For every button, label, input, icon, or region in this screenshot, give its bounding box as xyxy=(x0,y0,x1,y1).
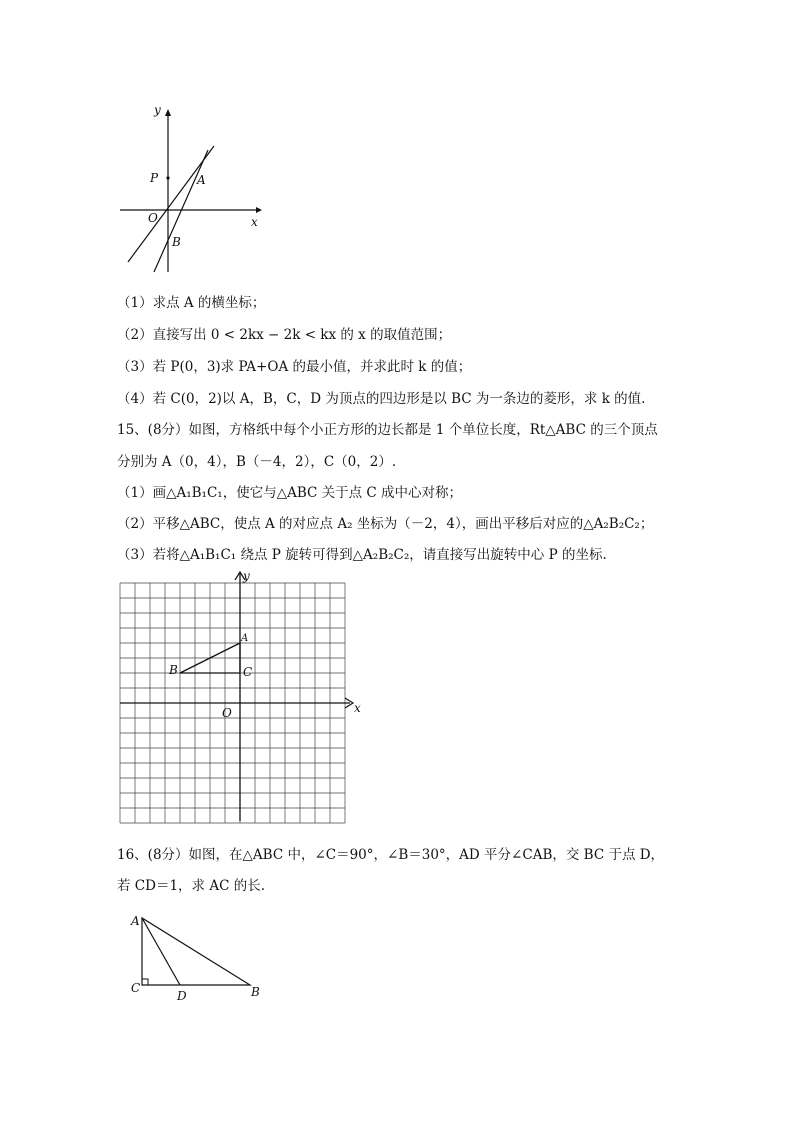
point-a-label: A xyxy=(197,173,206,187)
x-axis-arrow xyxy=(256,207,262,213)
q15-part2: （2）平移△ABC，使点 A 的对应点 A₂ 坐标为（－2，4），画出平移后对应的△A₂B₂C₂； xyxy=(117,516,654,532)
q15-part1: （1）画△A₁B₁C₁，使它与△ABC 关于点 C 成中心对称； xyxy=(117,485,463,501)
line-graph-figure xyxy=(110,98,270,278)
origin-label: O xyxy=(148,211,158,225)
triangle-figure xyxy=(110,908,280,1008)
bisector-ad xyxy=(142,918,180,985)
q15-part3: （3）若将△A₁B₁C₁ 绕点 P 旋转可得到△A₂B₂C₂，请直接写出旋转中心 P 的坐标. xyxy=(117,547,607,563)
q14-part2: （2）直接写出 0 < 2kx − 2k < kx 的 x 的取值范围； xyxy=(117,327,452,343)
q15-stem-line2: 分别为 A（0，4），B（－4，2），C（0，2）. xyxy=(117,454,397,470)
triangle-acb xyxy=(142,918,250,985)
line-through-b xyxy=(154,150,208,272)
q16-stem-line1: 16、(8分）如图，在△ABC 中，∠C＝90°，∠B＝30°，AD 平分∠CAB，交 BC 于点 D， xyxy=(117,847,665,863)
grid-point-a-label: A xyxy=(241,633,249,644)
tri-point-b-label: B xyxy=(251,985,260,999)
line-through-origin xyxy=(128,146,214,262)
y-axis-arrow xyxy=(165,109,171,116)
q14-part4: （4）若 C(0，2)以 A，B，C，D 为顶点的四边形是以 BC 为一条边的菱形，求 k 的值. xyxy=(117,391,646,407)
grid-point-c-label: C xyxy=(243,665,253,679)
grid-x-label: x xyxy=(354,701,361,715)
tri-point-c-label: C xyxy=(131,981,141,995)
y-axis-label: y xyxy=(154,103,161,117)
grid-paper-figure xyxy=(110,565,370,830)
x-axis-label: x xyxy=(251,215,258,229)
grid-point-b-label: B xyxy=(169,663,178,677)
grid-y-label: y xyxy=(243,569,250,583)
point-p xyxy=(166,176,169,179)
q14-part1: （1）求点 A 的横坐标； xyxy=(117,295,266,311)
q16-stem-line2: 若 CD＝1，求 AC 的长. xyxy=(117,878,265,894)
q14-part3: （3）若 P(0，3)求 PA+OA 的最小值，并求此时 k 的值； xyxy=(117,359,472,375)
right-angle-mark xyxy=(142,979,148,985)
grid-origin-label: O xyxy=(222,706,232,720)
q15-stem-line1: 15、(8分）如图，方格纸中每个小正方形的边长都是 1 个单位长度，Rt△ABC 的三个顶点 xyxy=(117,422,658,438)
point-b-label: B xyxy=(172,235,181,249)
tri-point-d-label: D xyxy=(177,989,187,1003)
point-p-label: P xyxy=(150,171,159,185)
tri-point-a-label: A xyxy=(131,914,140,928)
